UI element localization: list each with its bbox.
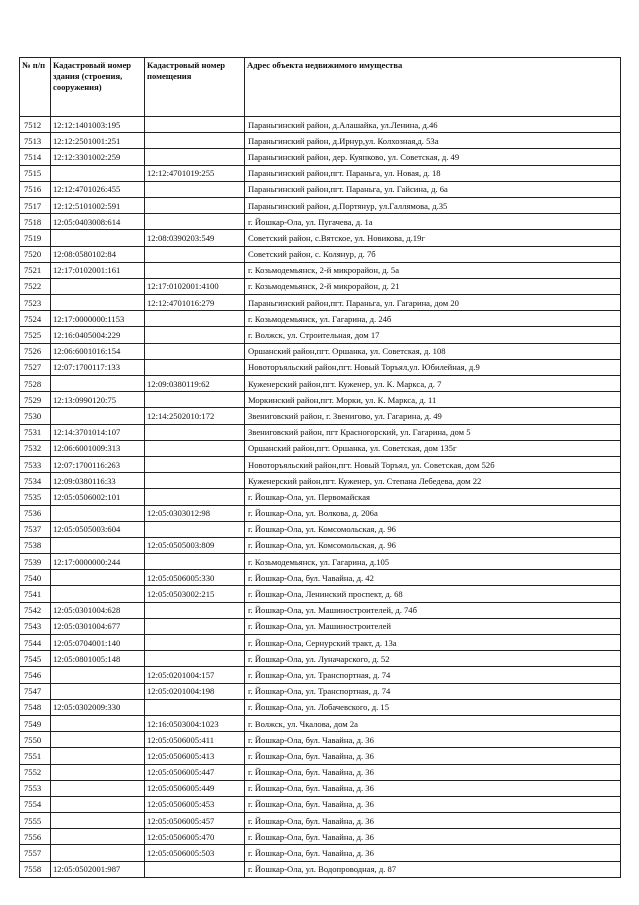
building-cadastral-number: 12:17:0000000:1153 — [51, 311, 145, 327]
address: Звениговский район, пгт Красногорский, ул. Гагарина, дом 5 — [245, 424, 621, 440]
row-number: 7515 — [20, 165, 51, 181]
table-row — [20, 214, 621, 230]
room-cadastral-number: 12:05:0506005:447 — [145, 764, 245, 780]
room-cadastral-number: 12:05:0506005:457 — [145, 813, 245, 829]
table-row — [20, 376, 621, 392]
row-number: 7557 — [20, 845, 51, 861]
room-cadastral-number: 12:05:0201004:198 — [145, 683, 245, 699]
room-cadastral-number: 12:05:0503002:215 — [145, 586, 245, 602]
room-cadastral-number — [145, 117, 245, 133]
building-cadastral-number: 12:07:1700117:133 — [51, 359, 145, 375]
room-cadastral-number: 12:05:0506005:453 — [145, 796, 245, 812]
room-cadastral-number — [145, 133, 245, 149]
building-cadastral-number: 12:05:0801005:148 — [51, 651, 145, 667]
room-cadastral-number — [145, 327, 245, 343]
table-row — [20, 149, 621, 165]
table-row — [20, 732, 621, 748]
row-number: 7531 — [20, 424, 51, 440]
row-number: 7514 — [20, 149, 51, 165]
row-number: 7542 — [20, 602, 51, 618]
table-row — [20, 796, 621, 812]
address: г. Козьмодемьянск, 2-й микрорайон, д. 5а — [245, 262, 621, 278]
building-cadastral-number: 12:12:5101002:591 — [51, 197, 145, 213]
row-number: 7517 — [20, 197, 51, 213]
property-table — [19, 57, 621, 878]
address: г. Йошкар-Ола, Сернурский тракт, д. 13а — [245, 635, 621, 651]
address: г. Йошкар-Ола, ул. Комсомольская, д. 96 — [245, 521, 621, 537]
room-cadastral-number — [145, 618, 245, 634]
table-row — [20, 764, 621, 780]
table-row — [20, 408, 621, 424]
address: Параньгинский район,пгт. Параньга, ул. Гайсина, д. 6а — [245, 181, 621, 197]
header-row — [20, 58, 621, 117]
room-cadastral-number — [145, 456, 245, 472]
address: г. Йошкар-Ола, бул. Чавайна, д. 36 — [245, 845, 621, 861]
room-cadastral-number — [145, 602, 245, 618]
row-number: 7536 — [20, 505, 51, 521]
address: г. Козьмодемьянск, ул. Гагарина, д. 24б — [245, 311, 621, 327]
table-row — [20, 813, 621, 829]
table-row — [20, 635, 621, 651]
room-cadastral-number: 12:16:0503004:1023 — [145, 715, 245, 731]
building-cadastral-number: 12:05:0302009:330 — [51, 699, 145, 715]
building-cadastral-number: 12:13:0990120:75 — [51, 392, 145, 408]
room-cadastral-number — [145, 473, 245, 489]
building-cadastral-number: 12:16:0405004:229 — [51, 327, 145, 343]
address: г. Йошкар-Ола, ул. Волкова, д. 206а — [245, 505, 621, 521]
row-number: 7552 — [20, 764, 51, 780]
row-number: 7539 — [20, 554, 51, 570]
row-number: 7558 — [20, 861, 51, 877]
table-row — [20, 456, 621, 472]
address: г. Йошкар-Ола, ул. Машиностроителей — [245, 618, 621, 634]
row-number: 7555 — [20, 813, 51, 829]
room-cadastral-number — [145, 635, 245, 651]
table-row — [20, 311, 621, 327]
row-number: 7556 — [20, 829, 51, 845]
table-row — [20, 262, 621, 278]
table-row — [20, 327, 621, 343]
room-cadastral-number — [145, 343, 245, 359]
row-number: 7524 — [20, 311, 51, 327]
address: г. Йошкар-Ола, ул. Водопроводная, д. 87 — [245, 861, 621, 877]
table-row — [20, 845, 621, 861]
row-number: 7538 — [20, 537, 51, 553]
row-number: 7546 — [20, 667, 51, 683]
room-cadastral-number — [145, 699, 245, 715]
address: Новоторъяльский район,пгт. Новый Торъял,ул. Юбилейная, д.9 — [245, 359, 621, 375]
table-row — [20, 505, 621, 521]
table-row — [20, 473, 621, 489]
address: г. Йошкар-Ола, бул. Чавайна, д. 36 — [245, 732, 621, 748]
table-row — [20, 230, 621, 246]
table-row — [20, 748, 621, 764]
building-cadastral-number: 12:06:6001016:154 — [51, 343, 145, 359]
address: Новоторъяльский район,пгт. Новый Торъял, ул. Советская, дом 52б — [245, 456, 621, 472]
header-address: Адрес объекта недвижимого имущества — [245, 58, 621, 117]
address: Параньгинский район,пгт. Параньга, ул. Гагарина, дом 20 — [245, 295, 621, 311]
address: Оршанский район,пгт. Оршанка, ул. Советская, д. 108 — [245, 343, 621, 359]
row-number: 7519 — [20, 230, 51, 246]
building-cadastral-number — [51, 715, 145, 731]
table-row — [20, 683, 621, 699]
table-row — [20, 829, 621, 845]
address: г. Йошкар-Ола, ул. Транспортная, д. 74 — [245, 683, 621, 699]
table-row — [20, 295, 621, 311]
building-cadastral-number — [51, 683, 145, 699]
building-cadastral-number — [51, 165, 145, 181]
building-cadastral-number: 12:12:1401003:195 — [51, 117, 145, 133]
room-cadastral-number — [145, 181, 245, 197]
address: Куженерский район,пгт. Куженер, ул. К. Маркса, д. 7 — [245, 376, 621, 392]
row-number: 7528 — [20, 376, 51, 392]
address: г. Йошкар-Ола, бул. Чавайна, д. 42 — [245, 570, 621, 586]
table-row — [20, 117, 621, 133]
table-row — [20, 861, 621, 877]
building-cadastral-number: 12:17:0000000:244 — [51, 554, 145, 570]
building-cadastral-number — [51, 667, 145, 683]
row-number: 7523 — [20, 295, 51, 311]
row-number: 7545 — [20, 651, 51, 667]
address: г. Йошкар-Ола, бул. Чавайна, д. 36 — [245, 829, 621, 845]
room-cadastral-number: 12:05:0506005:503 — [145, 845, 245, 861]
address: Советский район, с. Колянур, д. 7б — [245, 246, 621, 262]
room-cadastral-number: 12:05:0506005:413 — [145, 748, 245, 764]
row-number: 7520 — [20, 246, 51, 262]
row-number: 7513 — [20, 133, 51, 149]
room-cadastral-number — [145, 246, 245, 262]
row-number: 7547 — [20, 683, 51, 699]
building-cadastral-number — [51, 295, 145, 311]
table-row — [20, 181, 621, 197]
building-cadastral-number: 12:05:0502001:987 — [51, 861, 145, 877]
building-cadastral-number: 12:12:2501001:251 — [51, 133, 145, 149]
room-cadastral-number — [145, 392, 245, 408]
row-number: 7535 — [20, 489, 51, 505]
table-row — [20, 699, 621, 715]
building-cadastral-number — [51, 796, 145, 812]
room-cadastral-number: 12:14:2502010:172 — [145, 408, 245, 424]
building-cadastral-number — [51, 376, 145, 392]
table-row — [20, 570, 621, 586]
address: Оршанский район,пгт. Оршанка, ул. Советская, дом 135г — [245, 440, 621, 456]
room-cadastral-number — [145, 521, 245, 537]
row-number: 7522 — [20, 278, 51, 294]
address: г. Йошкар-Ола, бул. Чавайна, д. 36 — [245, 780, 621, 796]
room-cadastral-number: 12:05:0506005:411 — [145, 732, 245, 748]
row-number: 7512 — [20, 117, 51, 133]
building-cadastral-number — [51, 845, 145, 861]
header-number: № п/п — [20, 58, 51, 117]
building-cadastral-number — [51, 732, 145, 748]
room-cadastral-number — [145, 359, 245, 375]
address: г. Йошкар-Ола, Ленинский проспект, д. 68 — [245, 586, 621, 602]
address: г. Йошкар-Ола, ул. Пугачева, д. 1а — [245, 214, 621, 230]
building-cadastral-number: 12:12:4701026:455 — [51, 181, 145, 197]
room-cadastral-number: 12:08:0390203:549 — [145, 230, 245, 246]
table-row — [20, 651, 621, 667]
address: г. Йошкар-Ола, ул. Транспортная, д. 74 — [245, 667, 621, 683]
room-cadastral-number: 12:05:0506005:330 — [145, 570, 245, 586]
address: г. Йошкар-Ола, ул. Лобачевского, д. 15 — [245, 699, 621, 715]
room-cadastral-number — [145, 440, 245, 456]
address: г. Йошкар-Ола, ул. Машиностроителей, д. 74б — [245, 602, 621, 618]
row-number: 7541 — [20, 586, 51, 602]
building-cadastral-number — [51, 408, 145, 424]
building-cadastral-number: 12:14:3701014:107 — [51, 424, 145, 440]
address: Звениговский район, г. Звенигово, ул. Гагарина, д. 49 — [245, 408, 621, 424]
address: г. Волжск, ул. Строительная, дом 17 — [245, 327, 621, 343]
row-number: 7540 — [20, 570, 51, 586]
room-cadastral-number: 12:12:4701019:255 — [145, 165, 245, 181]
header-building-cadastral: Кадастровый номер здания (строения, сооружения) — [51, 58, 145, 117]
table-row — [20, 133, 621, 149]
room-cadastral-number — [145, 861, 245, 877]
room-cadastral-number — [145, 489, 245, 505]
building-cadastral-number: 12:05:0301004:628 — [51, 602, 145, 618]
room-cadastral-number: 12:05:0506005:470 — [145, 829, 245, 845]
room-cadastral-number — [145, 214, 245, 230]
document-page — [19, 57, 621, 878]
address: Параньгинский район, д.Алашайка, ул.Ленина, д.46 — [245, 117, 621, 133]
building-cadastral-number — [51, 813, 145, 829]
address: г. Йошкар-Ола, бул. Чавайна, д. 36 — [245, 813, 621, 829]
address: г. Волжск, ул. Чкалова, дом 2а — [245, 715, 621, 731]
building-cadastral-number — [51, 748, 145, 764]
row-number: 7549 — [20, 715, 51, 731]
address: г. Йошкар-Ола, ул. Луначарского, д. 52 — [245, 651, 621, 667]
room-cadastral-number — [145, 311, 245, 327]
building-cadastral-number: 12:12:3301002:259 — [51, 149, 145, 165]
table-row — [20, 554, 621, 570]
table-row — [20, 359, 621, 375]
room-cadastral-number — [145, 149, 245, 165]
room-cadastral-number — [145, 651, 245, 667]
row-number: 7518 — [20, 214, 51, 230]
building-cadastral-number: 12:08:0580102:84 — [51, 246, 145, 262]
address: г. Йошкар-Ола, бул. Чавайна, д. 36 — [245, 748, 621, 764]
row-number: 7554 — [20, 796, 51, 812]
building-cadastral-number — [51, 537, 145, 553]
table-row — [20, 246, 621, 262]
room-cadastral-number: 12:12:4701016:279 — [145, 295, 245, 311]
row-number: 7551 — [20, 748, 51, 764]
row-number: 7544 — [20, 635, 51, 651]
building-cadastral-number — [51, 586, 145, 602]
address: Параньгинский район, д.Ирнур,ул. Колхозная,д. 53а — [245, 133, 621, 149]
room-cadastral-number: 12:05:0303012:98 — [145, 505, 245, 521]
address: г. Йошкар-Ола, бул. Чавайна, д. 36 — [245, 796, 621, 812]
row-number: 7533 — [20, 456, 51, 472]
building-cadastral-number: 12:05:0403008:614 — [51, 214, 145, 230]
address: г. Йошкар-Ола, ул. Комсомольская, д. 96 — [245, 537, 621, 553]
table-row — [20, 537, 621, 553]
building-cadastral-number: 12:09:0380116:33 — [51, 473, 145, 489]
row-number: 7529 — [20, 392, 51, 408]
row-number: 7526 — [20, 343, 51, 359]
building-cadastral-number: 12:05:0505003:604 — [51, 521, 145, 537]
row-number: 7527 — [20, 359, 51, 375]
row-number: 7550 — [20, 732, 51, 748]
table-row — [20, 602, 621, 618]
room-cadastral-number — [145, 554, 245, 570]
address: Советский район, с.Вятское, ул. Новикова, д.19г — [245, 230, 621, 246]
building-cadastral-number — [51, 230, 145, 246]
row-number: 7537 — [20, 521, 51, 537]
address: Параньгинский район,пгт. Параньга, ул. Новая, д. 18 — [245, 165, 621, 181]
building-cadastral-number: 12:05:0301004:677 — [51, 618, 145, 634]
address: Параньгинский район, дер. Куяпково, ул. Советская, д. 49 — [245, 149, 621, 165]
building-cadastral-number — [51, 764, 145, 780]
building-cadastral-number — [51, 829, 145, 845]
room-cadastral-number: 12:05:0506005:449 — [145, 780, 245, 796]
building-cadastral-number: 12:05:0704001:140 — [51, 635, 145, 651]
address: Куженерский район,пгт. Куженер, ул. Степана Лебедева, дом 22 — [245, 473, 621, 489]
table-row — [20, 586, 621, 602]
table-row — [20, 521, 621, 537]
room-cadastral-number — [145, 262, 245, 278]
table-row — [20, 278, 621, 294]
building-cadastral-number — [51, 570, 145, 586]
row-number: 7548 — [20, 699, 51, 715]
table-row — [20, 618, 621, 634]
building-cadastral-number — [51, 505, 145, 521]
building-cadastral-number: 12:07:1700116:263 — [51, 456, 145, 472]
address: г. Козьмодемьянск, ул. Гагарина, д.105 — [245, 554, 621, 570]
address: г. Йошкар-Ола, бул. Чавайна, д. 36 — [245, 764, 621, 780]
room-cadastral-number — [145, 424, 245, 440]
row-number: 7543 — [20, 618, 51, 634]
room-cadastral-number: 12:17:0102001:4100 — [145, 278, 245, 294]
table-row — [20, 424, 621, 440]
address: Моркинский район,пгт. Морки, ул. К. Маркса, д. 11 — [245, 392, 621, 408]
table-row — [20, 165, 621, 181]
table-row — [20, 667, 621, 683]
address: г. Козьмодемьянск, 2-й микрорайон, д. 21 — [245, 278, 621, 294]
building-cadastral-number: 12:06:6001009:313 — [51, 440, 145, 456]
table-row — [20, 440, 621, 456]
table-row — [20, 343, 621, 359]
row-number: 7534 — [20, 473, 51, 489]
room-cadastral-number: 12:09:0380119:62 — [145, 376, 245, 392]
table-row — [20, 197, 621, 213]
address: Параньгинский район, д.Портянур, ул.Галлямова, д.35 — [245, 197, 621, 213]
row-number: 7553 — [20, 780, 51, 796]
header-room-cadastral: Кадастровый номер помещения — [145, 58, 245, 117]
table-body — [20, 117, 621, 878]
table-row — [20, 489, 621, 505]
row-number: 7521 — [20, 262, 51, 278]
room-cadastral-number — [145, 197, 245, 213]
building-cadastral-number: 12:05:0506002:101 — [51, 489, 145, 505]
table-row — [20, 392, 621, 408]
table-row — [20, 715, 621, 731]
room-cadastral-number: 12:05:0201004:157 — [145, 667, 245, 683]
building-cadastral-number: 12:17:0102001:161 — [51, 262, 145, 278]
building-cadastral-number — [51, 780, 145, 796]
address: г. Йошкар-Ола, ул. Первомайская — [245, 489, 621, 505]
building-cadastral-number — [51, 278, 145, 294]
row-number: 7530 — [20, 408, 51, 424]
row-number: 7525 — [20, 327, 51, 343]
table-row — [20, 780, 621, 796]
row-number: 7532 — [20, 440, 51, 456]
row-number: 7516 — [20, 181, 51, 197]
room-cadastral-number: 12:05:0505003:809 — [145, 537, 245, 553]
